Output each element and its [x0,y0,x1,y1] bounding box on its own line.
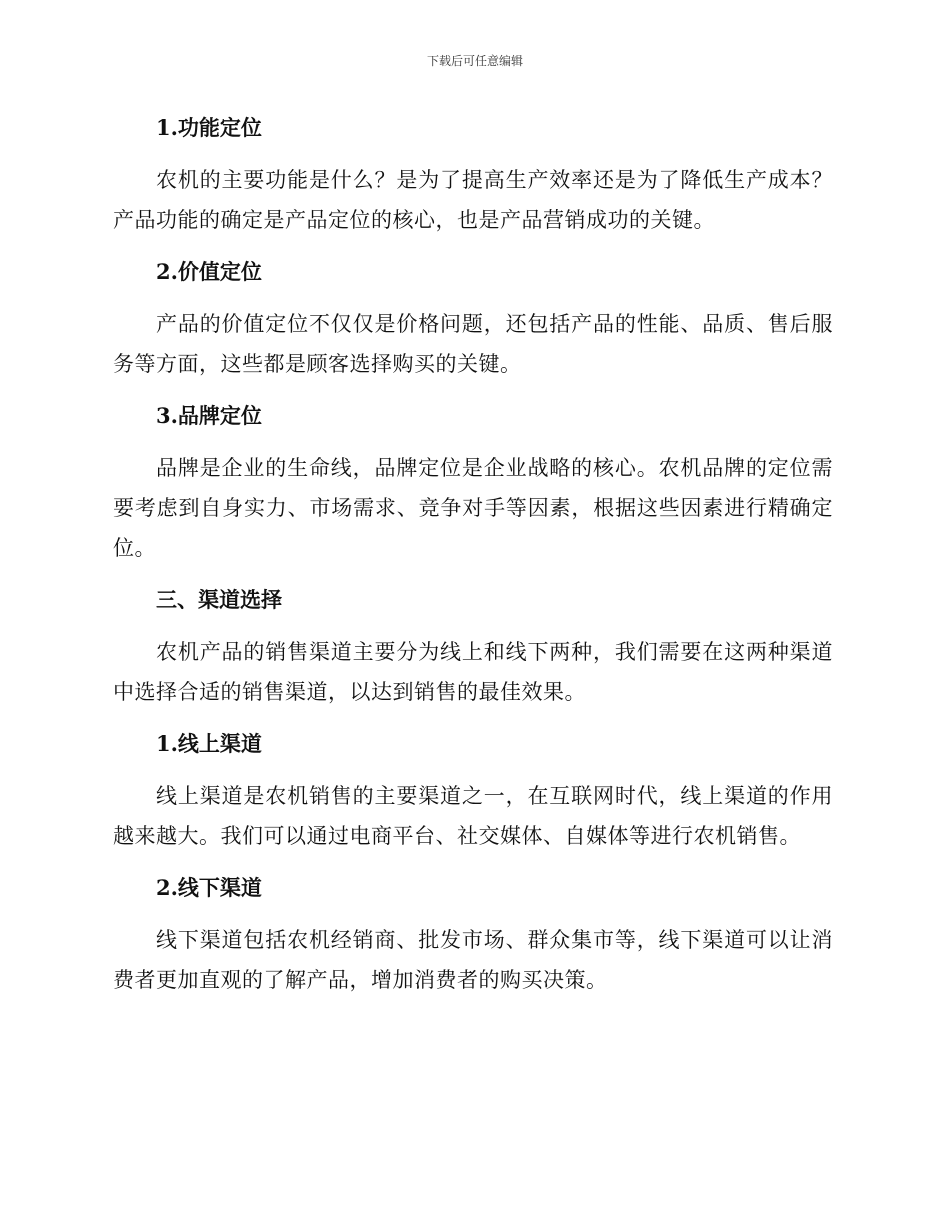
paragraph-channel-selection: 农机产品的销售渠道主要分为线上和线下两种，我们需要在这两种渠道中选择合适的销售渠道，以达到销售的最佳效果。 [113,640,833,704]
paragraph-offline-channel: 线下渠道包括农机经销商、批发市场、群众集市等，线下渠道可以让消费者更加直观的了解产品，增加消费者的购买决策。 [113,928,833,992]
section-heading-offline-channel: 2.线下渠道 [156,875,262,900]
paragraph-value-positioning: 产品的价值定位不仅仅是价格问题，还包括产品的性能、品质、售后服务等方面，这些都是顾客选择购买的关键。 [113,312,833,376]
section-heading-value-positioning: 2.价值定位 [156,259,262,284]
paragraph-function-positioning: 农机的主要功能是什么？是为了提高生产效率还是为了降低生产成本？产品功能的确定是产品定位的核心，也是产品营销成功的关键。 [113,168,833,232]
section-heading-channel-selection: 三、渠道选择 [156,587,282,612]
paragraph-brand-positioning: 品牌是企业的生命线，品牌定位是企业战略的核心。农机品牌的定位需要考虑到自身实力、市场需求、竞争对手等因素，根据这些因素进行精确定位。 [113,456,833,560]
document-body [113,108,833,1012]
section-heading-brand-positioning: 3.品牌定位 [156,403,262,428]
paragraph-online-channel: 线上渠道是农机销售的主要渠道之一，在互联网时代，线上渠道的作用越来越大。我们可以通过电商平台、社交媒体、自媒体等进行农机销售。 [113,784,833,848]
section-heading-function-positioning: 1.功能定位 [156,115,262,140]
section-heading-online-channel: 1.线上渠道 [156,731,262,756]
page-header: 下载后可任意编辑 [426,54,523,68]
